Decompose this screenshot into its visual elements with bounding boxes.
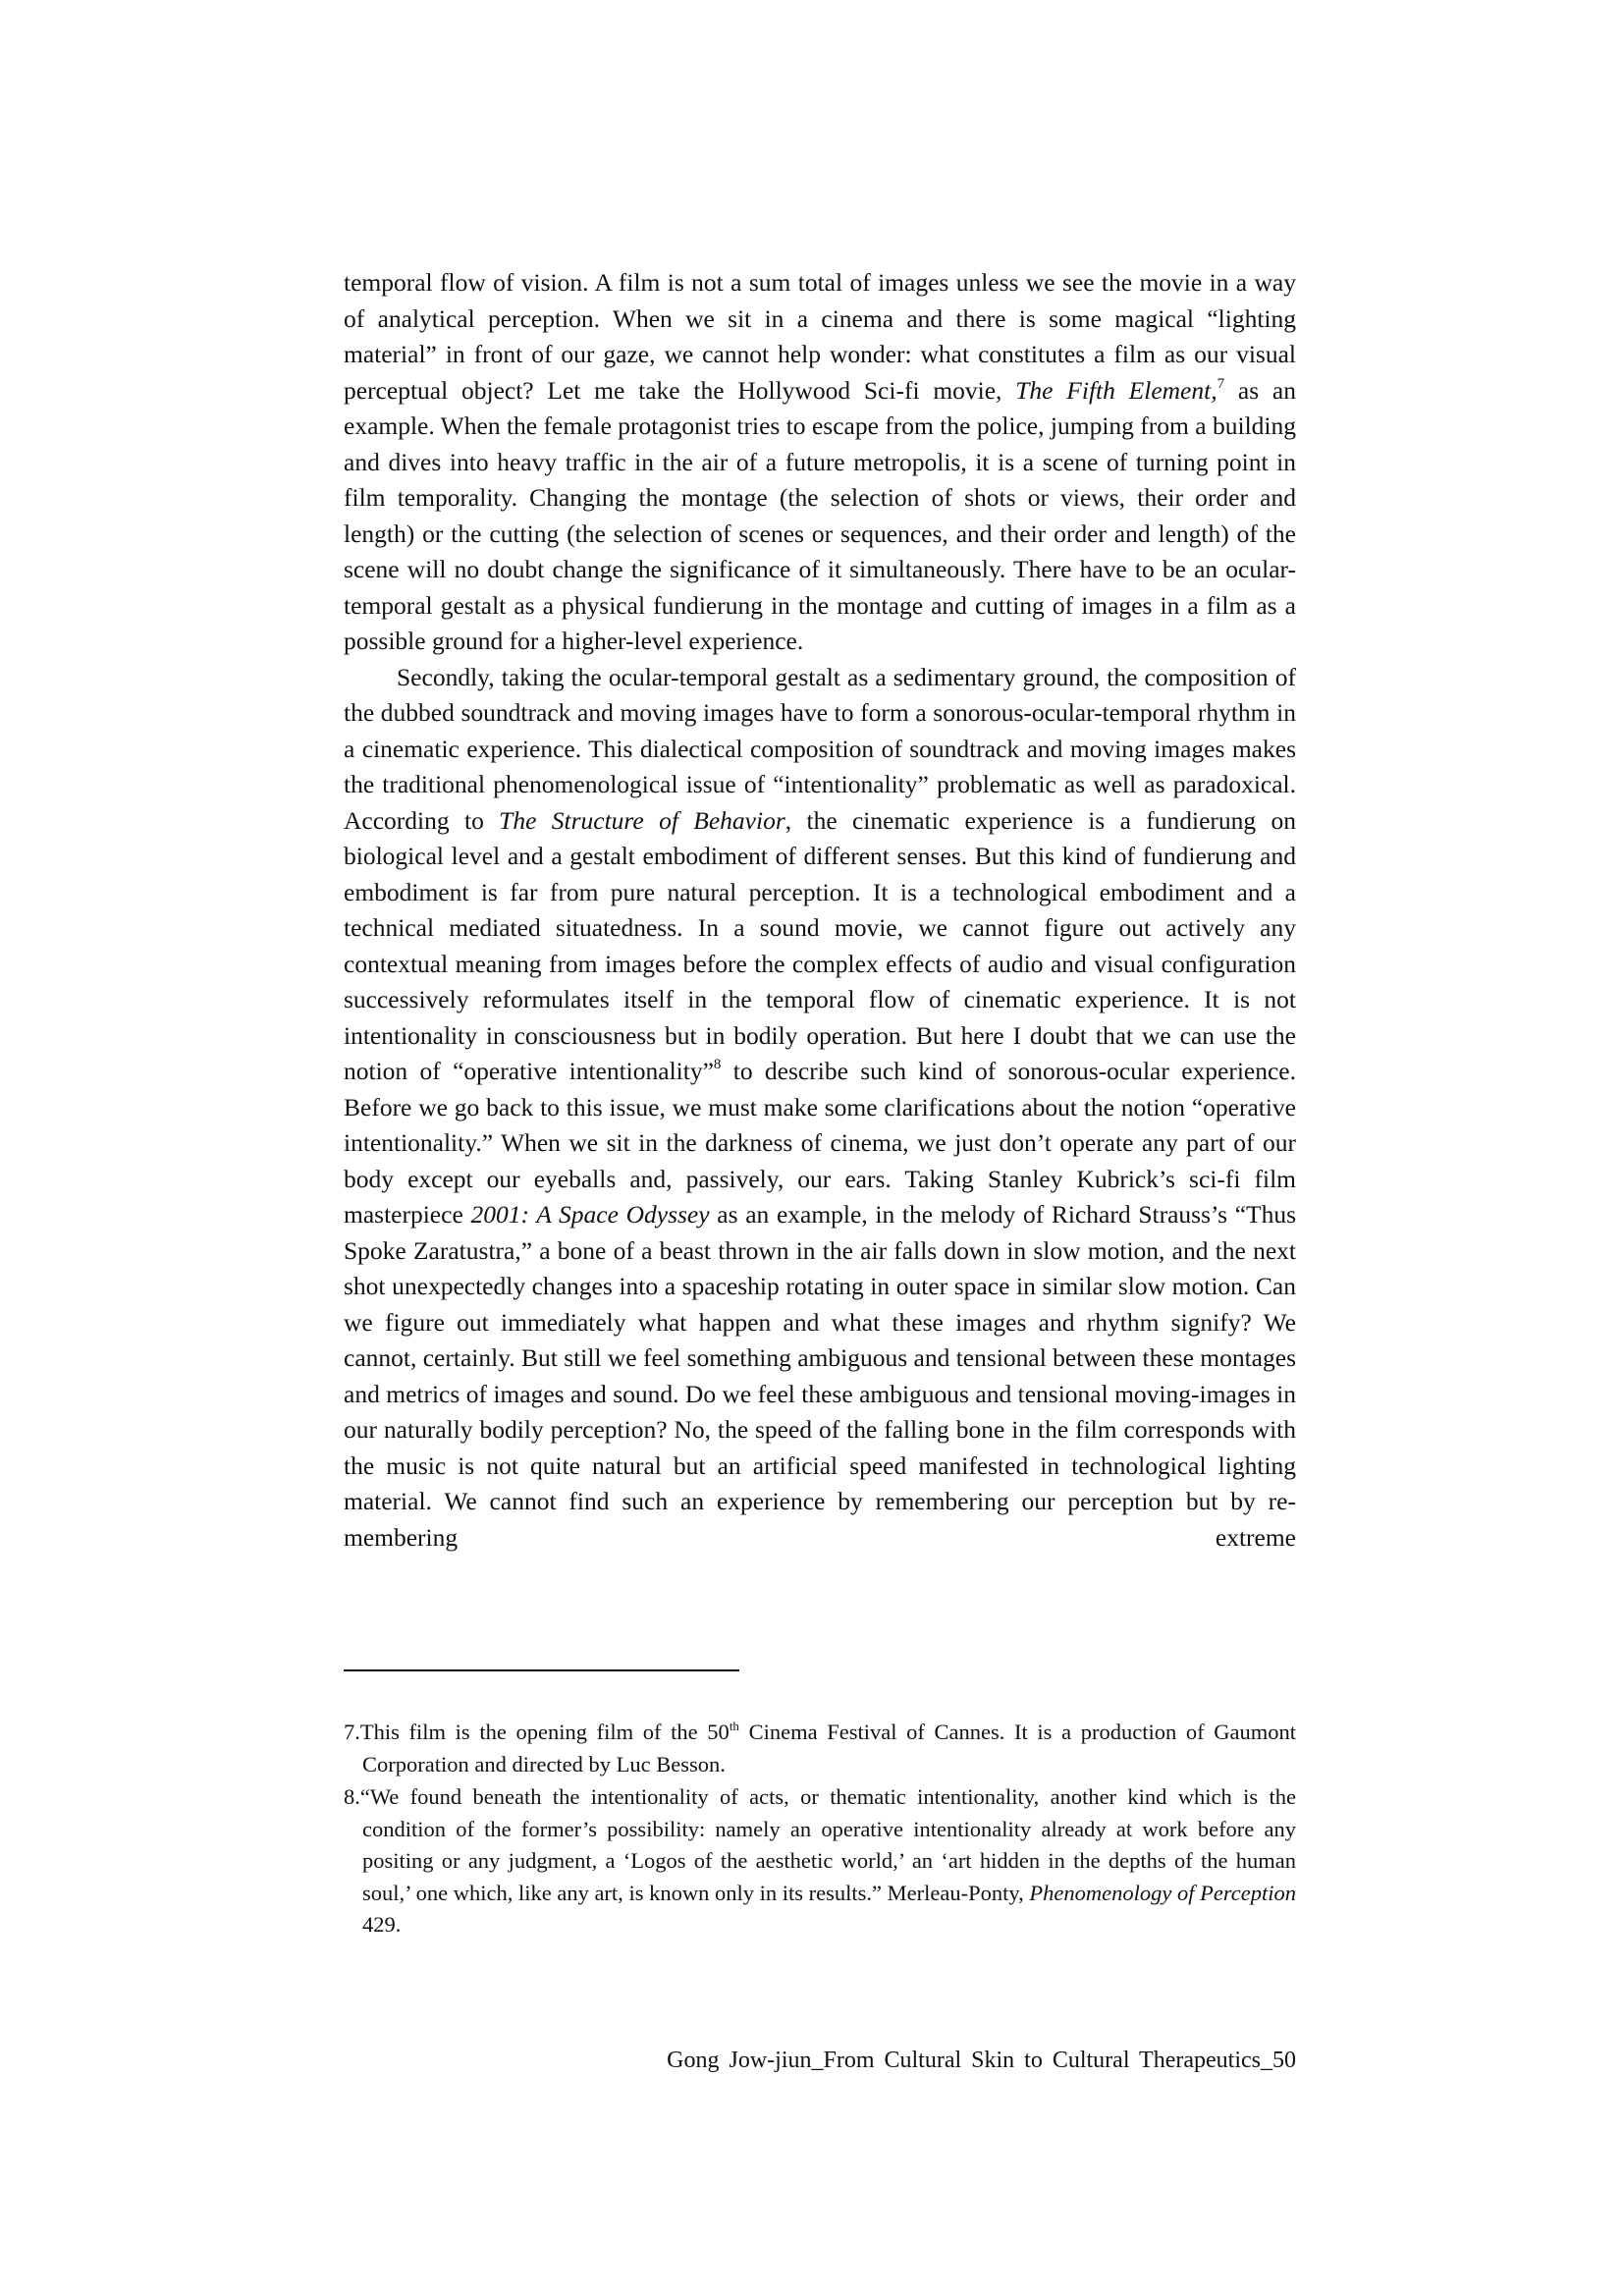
book-title-phenomenology-of-perception: Phenomenology of Perception — [1029, 1880, 1296, 1905]
film-title-space-odyssey: 2001: A Space Odyssey — [470, 1200, 710, 1229]
paragraph-2-text-a: Secondly, taking the ocular-temporal gestalt as a sedimentary ground, the composition of the dubbed soundtrack and moving images have to form a sonorous-ocular-temporal rhythm in a cinematic experience. This dialectical composition of soundtrack and moving images makes the traditional phenomenological issue of “intentionality” problematic as well as paradoxical. According to — [344, 662, 1296, 835]
paragraph-2 — [344, 660, 1296, 1557]
paragraph-2-text-b: , the cinematic experience is a fundierung on biological level and a gestalt embodiment of different senses. But this kind of fundierung and embodiment is far from pure natural perception. It is a technological embodiment and a technical mediated situatedness. In a sound movie, we cannot figure out actively any contextual meaning from images before the complex effects of audio and visual configuration successively reformulates itself in the temporal flow of cinematic experience. It is not intentionality in consciousness but in bodily operation. But here I doubt that we can use the notion of “operative intentionality” — [344, 805, 1296, 1085]
film-title-fifth-element: The Fifth Element, — [1015, 375, 1217, 405]
main-text — [344, 265, 1296, 1556]
footnote-ref-8[interactable]: 8 — [713, 1057, 722, 1072]
paragraph-1 — [344, 265, 1296, 660]
footnote-7 — [344, 1717, 1296, 1780]
ordinal-suffix: th — [729, 1719, 739, 1733]
footnote-ref-7[interactable]: 7 — [1217, 375, 1225, 392]
footnote-7-text-a: 7.This film is the opening film of the 50 — [344, 1720, 730, 1744]
footnotes — [344, 1717, 1296, 1942]
paragraph-1-text-a: temporal flow of vision. A film is not a sum total of images unless we see the movie in a way of analytical perception. When we sit in a cinema and there is some magical “lighting material” in front of our gaze, we cannot help wonder: what constitutes a film as our visual perceptual object? Let me take the Hollywood Sci-fi movie, — [344, 268, 1296, 405]
paragraph-2-text-c: to describe such kind of sonorous-ocular experience. Before we go back to this issue, we must make some clarifications about the notion “operative intentionality.” When we sit in the darkness of cinema, we just don’t operate any part of our body except our eyeballs and, passively, our ears. Taking Stanley Kubrick’s sci-fi film masterpiece — [344, 1057, 1296, 1229]
footnote-8 — [344, 1781, 1296, 1941]
footnote-8-text-a: 8.“We found beneath the intentionality of acts, or thematic intentionality, another kind which is the condition of the former’s possibility: namely an operative intentionality already at work before any positing or any judgment, a ‘Logos of the aesthetic world,’ an ‘art hidden in the depths of the human soul,’ one which, like any art, is known only in its results.” Merleau-Ponty, — [344, 1784, 1296, 1905]
book-title-structure-of-behavior: The Structure of Behavior — [499, 805, 785, 835]
footnote-8-text-b: 429. — [362, 1912, 402, 1937]
paragraph-1-text-b: as an example. When the female protagonist tries to escape from the police, jumping from a building and dives into heavy traffic in the air of a future metropolis, it is a scene of turning point in film temporality. Changing the montage (the selection of shots or views, their order and length) or the cutting (the selection of scenes or sequences, and their order and length) of the scene will no doubt change the significance of it simultaneously. There have to be an ocular-temporal gestalt as a physical fundierung in the montage and cutting of images in a film as a possible ground for a higher-level experience. — [344, 375, 1296, 655]
footnote-separator — [344, 1669, 739, 1671]
footnote-7-text-b: Cinema Festival of Cannes. It is a production of Gaumont Corporation and directed by Luc Besson. — [362, 1720, 1296, 1777]
running-footer: Gong Jow-jiun_From Cultural Skin to Cultural Therapeutics_50 — [667, 2048, 1296, 2073]
paragraph-2-text-d: as an example, in the melody of Richard Strauss’s “Thus Spoke Zaratustra,” a bone of a beast thrown in the air falls down in slow motion, and the next shot unexpectedly changes into a spaceship rotating in outer space in similar slow motion. Can we figure out immediately what happen and what these images and rhythm signify? We cannot, certainly. But still we feel something ambiguous and tensional between these montages and metrics of images and sound. Do we feel these ambiguous and tensional moving-images in our naturally bodily perception? No, the speed of the falling bone in the film corresponds with the music is not quite natural but an artificial speed manifested in technological lighting material. We cannot find such an experience by remembering our perception but by re-membering extreme — [344, 1200, 1297, 1552]
